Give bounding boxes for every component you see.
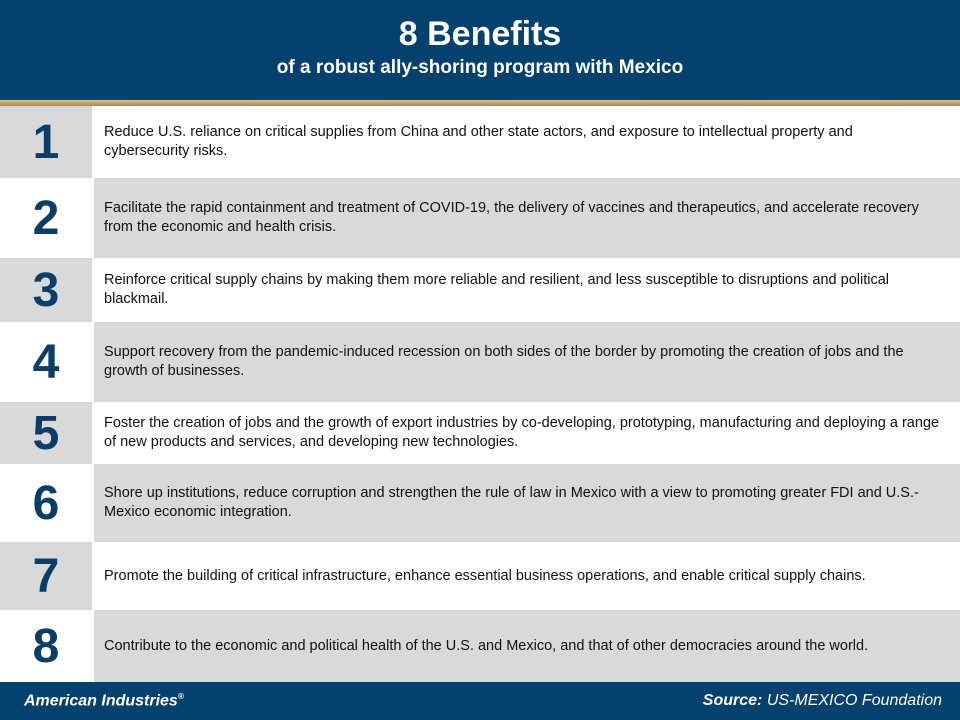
benefit-text: Support recovery from the pandemic-induced recession on both sides of the border by promoting the creation of jobs and the growth of businesses. [94, 322, 960, 402]
benefit-number: 7 [0, 542, 92, 610]
benefit-row-4 [0, 322, 960, 402]
benefit-number: 6 [0, 464, 92, 542]
benefit-number: 2 [0, 178, 92, 258]
benefit-row-8 [0, 610, 960, 682]
source-credit [703, 692, 942, 710]
brand-name: American Industries [24, 692, 178, 710]
brand-logo [24, 692, 184, 710]
benefits-list [0, 106, 960, 682]
benefit-row-1 [0, 106, 960, 178]
benefit-row-7 [0, 542, 960, 610]
page-subtitle: of a robust ally-shoring program with Mexico [276, 57, 684, 78]
benefit-number: 1 [0, 106, 92, 178]
benefit-row-3 [0, 258, 960, 322]
benefit-text: Promote the building of critical infrastructure, enhance essential business operations, and enable critical supply chains. [94, 542, 960, 610]
benefit-text: Facilitate the rapid containment and treatment of COVID-19, the delivery of vaccines and therapeutics, and accelerate recovery from the economic and health crisis. [94, 178, 960, 258]
registered-mark: ® [177, 692, 184, 701]
benefit-row-6 [0, 464, 960, 542]
benefit-text: Foster the creation of jobs and the growth of export industries by co-developing, prototyping, manufacturing and deploying a range of new products and services, and developing new technologies. [94, 402, 960, 464]
benefit-row-2 [0, 178, 960, 258]
benefit-number: 5 [0, 402, 92, 464]
source-label: Source: [702, 692, 763, 709]
benefit-text: Shore up institutions, reduce corruption and strengthen the rule of law in Mexico with a view to promoting greater FDI and U.S.-Mexico economic integration. [94, 464, 960, 542]
footer-bar [0, 682, 960, 720]
benefit-text: Reinforce critical supply chains by making them more reliable and resilient, and less susceptible to disruptions and political blackmail. [94, 258, 960, 322]
benefit-row-5 [0, 402, 960, 464]
benefit-number: 3 [0, 258, 92, 322]
benefit-number: 8 [0, 610, 92, 682]
header-banner [0, 0, 960, 100]
source-value: US-MEXICO Foundation [766, 692, 942, 709]
benefit-text: Contribute to the economic and political health of the U.S. and Mexico, and that of other democracies around the world. [94, 610, 960, 682]
benefit-number: 4 [0, 322, 92, 402]
benefit-text: Reduce U.S. reliance on critical supplies from China and other state actors, and exposure to intellectual property and cybersecurity risks. [94, 106, 960, 178]
page-title: 8 Benefits [398, 15, 562, 53]
